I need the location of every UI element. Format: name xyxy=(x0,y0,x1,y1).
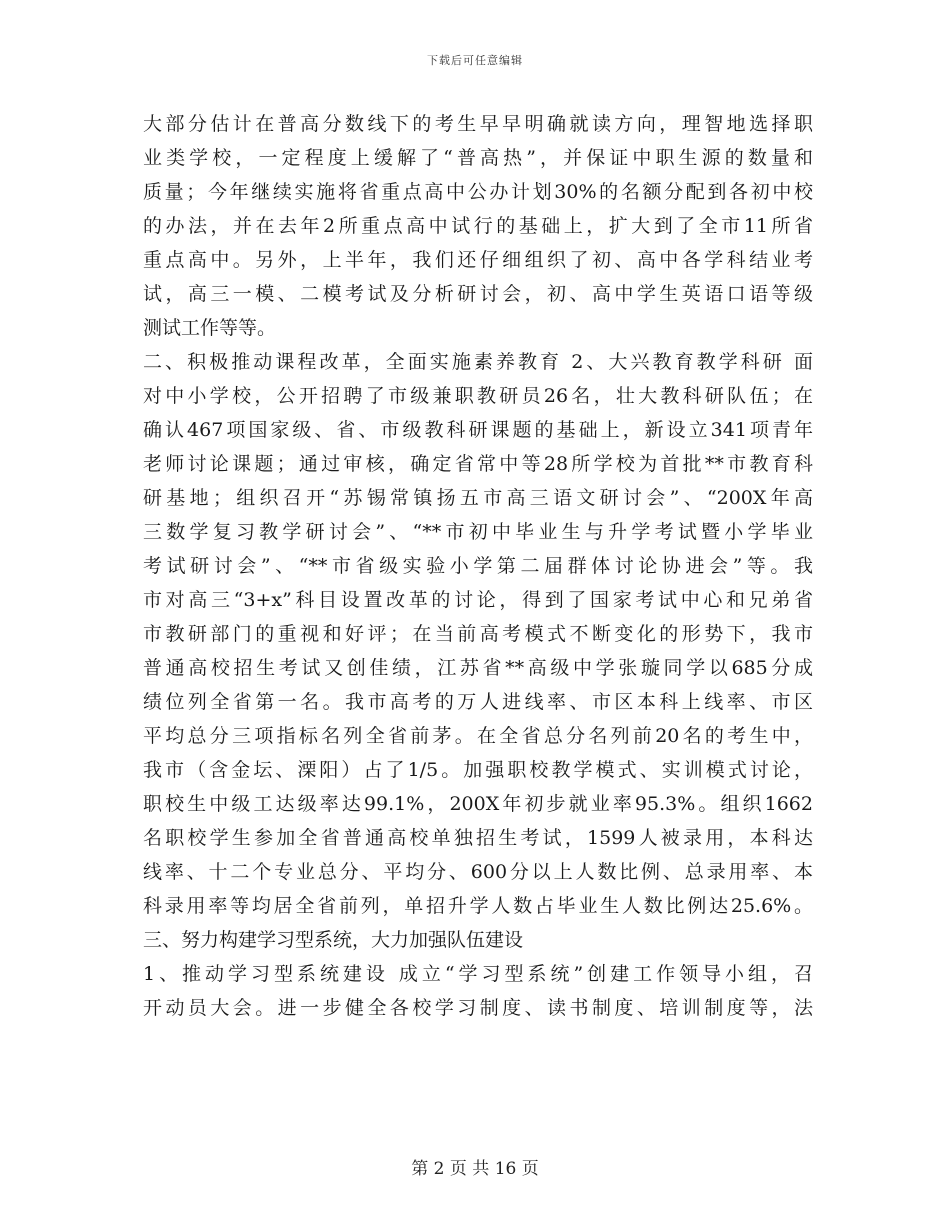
text-line: 业类学校，一定程度上缓解了“普高热”，并保证中职生源的数量和 xyxy=(143,147,813,169)
text-line: 我市（含金坛、溧阳）占了1/5。加强职校教学模式、实训模式讨论， xyxy=(143,759,813,781)
section-heading: 三、努力构建学习型系统，大力加强队伍建设 xyxy=(143,929,524,951)
text-line: 重点高中。另外，上半年，我们还仔细组织了初、高中各学科结业考 xyxy=(143,249,813,271)
text-line: 质量；今年继续实施将省重点高中公办计划30%的名额分配到各初中校 xyxy=(143,181,813,203)
text-line: 1、推动学习型系统建设 成立“学习型系统”创建工作领导小组，召 xyxy=(143,963,813,985)
text-line: 线率、十二个专业总分、平均分、600分以上人数比例、总录用率、本 xyxy=(143,861,813,883)
text-line: 大部分估计在普高分数线下的考生早早明确就读方向，理智地选择职 xyxy=(143,113,813,135)
text-line: 市对高三“3+x”科目设置改革的讨论，得到了国家考试中心和兄弟省 xyxy=(143,589,813,611)
text-line: 老师讨论课题；通过审核，确定省常中等28所学校为首批**市教育科 xyxy=(143,453,813,475)
text-line: 试，高三一模、二模考试及分析研讨会，初、高中学生英语口语等级 xyxy=(143,283,813,305)
text-line: 开动员大会。进一步健全各校学习制度、读书制度、培训制度等，法 xyxy=(143,997,813,1019)
text-line: 对中小学校，公开招聘了市级兼职教研员26名，壮大教科研队伍；在 xyxy=(143,385,813,407)
text-line: 平均总分三项指标名列全省前茅。在全省总分名列前20名的考生中， xyxy=(143,725,813,747)
document-body xyxy=(143,107,813,1025)
text-line: 普通高校招生考试又创佳绩，江苏省**高级中学张璇同学以685分成 xyxy=(143,657,813,679)
text-line: 市教研部门的重视和好评；在当前高考模式不断变化的形势下，我市 xyxy=(143,623,813,645)
page-header: 下载后可任意编辑 xyxy=(427,54,523,67)
text-line: 确认467项国家级、省、市级教科研课题的基础上，新设立341项青年 xyxy=(143,419,813,441)
text-line: 三数学复习教学研讨会”、“**市初中毕业生与升学考试暨小学毕业 xyxy=(143,521,813,543)
text-line: 的办法，并在去年2所重点高中试行的基础上，扩大到了全市11所省 xyxy=(143,215,813,237)
text-line: 研基地；组织召开“苏锡常镇扬五市高三语文研讨会”、“200X年高 xyxy=(143,487,813,509)
text-line: 二、积极推动课程改革，全面实施素养教育 2、大兴教育教学科研 面 xyxy=(143,351,813,373)
text-line: 科录用率等均居全省前列，单招升学人数占毕业生人数比例达25.6%。 xyxy=(143,895,813,917)
text-line: 名职校学生参加全省普通高校单独招生考试，1599人被录用，本科达 xyxy=(143,827,813,849)
page-footer: 第 2 页 共 16 页 xyxy=(411,1159,539,1179)
text-line: 绩位列全省第一名。我市高考的万人进线率、市区本科上线率、市区 xyxy=(143,691,813,713)
text-line: 职校生中级工达级率达99.1%，200X年初步就业率95.3%。组织1662 xyxy=(143,793,813,815)
text-line: 测试工作等等。 xyxy=(143,317,277,339)
text-line: 考试研讨会”、“**市省级实验小学第二届群体讨论协进会”等。我 xyxy=(143,555,813,577)
